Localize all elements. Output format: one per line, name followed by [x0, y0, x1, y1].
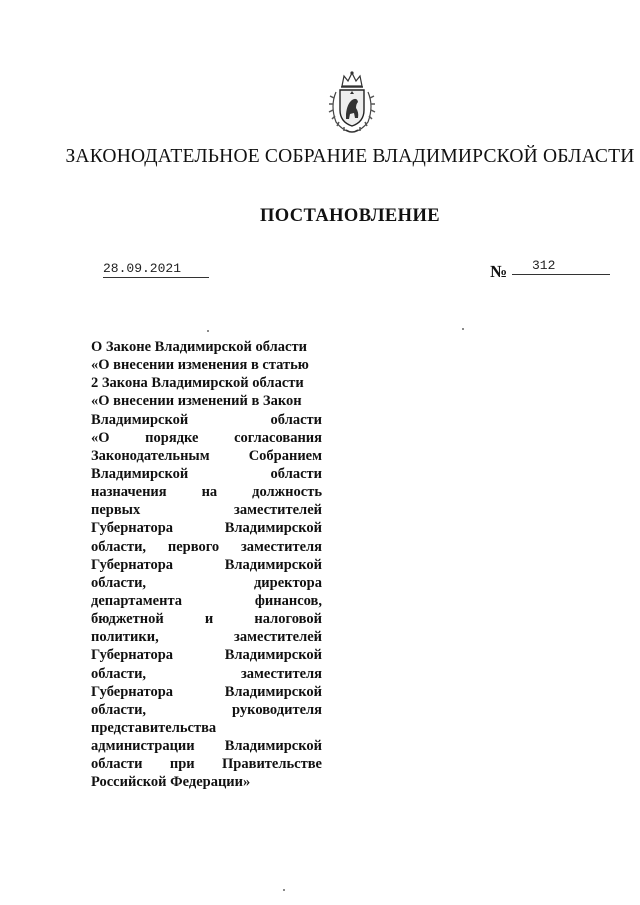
subject-line: департамента финансов,: [91, 592, 322, 609]
subject-line: политики, заместителей: [91, 629, 322, 646]
scan-speck: [283, 889, 285, 891]
subject-line: области, директора: [91, 574, 322, 591]
subject-line: Губернатора Владимирской: [91, 556, 322, 573]
document-subject: [91, 338, 322, 792]
subject-line: «О порядке согласования: [91, 429, 322, 446]
subject-line: области, первого заместителя: [91, 538, 322, 555]
subject-line: представительства: [91, 719, 217, 736]
subject-line: первых заместителей: [91, 502, 322, 519]
date-underline: [103, 277, 209, 278]
document-number: 312: [532, 258, 556, 273]
document-date: 28.09.2021: [103, 261, 182, 276]
subject-line: области, руководителя: [91, 701, 322, 718]
coat-of-arms-icon: [326, 70, 378, 136]
subject-line: администрации Владимирской: [91, 738, 322, 755]
subject-line: «О внесении изменения в статью: [91, 357, 309, 374]
subject-line: Законодательным Собранием: [91, 447, 322, 464]
subject-line: О Законе Владимирской области: [91, 339, 307, 355]
number-sign: №: [490, 262, 508, 281]
subject-line: назначения на должность: [91, 484, 322, 501]
subject-line: Владимирской области: [91, 465, 322, 482]
subject-line: «О внесении изменений в Закон: [91, 393, 302, 410]
subject-line: Губернатора Владимирской: [91, 647, 322, 664]
subject-line: Владимирской области: [91, 411, 322, 428]
subject-line: области при Правительстве: [91, 756, 322, 773]
subject-line: бюджетной и налоговой: [91, 611, 322, 628]
document-type-title: ПОСТАНОВЛЕНИЕ: [259, 206, 440, 226]
subject-line: Губернатора Владимирской: [91, 683, 322, 700]
subject-line: 2 Закона Владимирской области: [91, 375, 304, 392]
subject-line: области, заместителя: [91, 665, 322, 682]
scan-speck: [207, 330, 209, 332]
subject-line: Российской Федерации»: [91, 774, 251, 791]
scan-speck: [462, 328, 464, 330]
subject-line: Губернатора Владимирской: [91, 520, 322, 537]
number-underline: [512, 274, 610, 275]
organization-title: ЗАКОНОДАТЕЛЬНОЕ СОБРАНИЕ ВЛАДИМИРСКОЙ ОБЛАСТИ: [65, 146, 635, 167]
